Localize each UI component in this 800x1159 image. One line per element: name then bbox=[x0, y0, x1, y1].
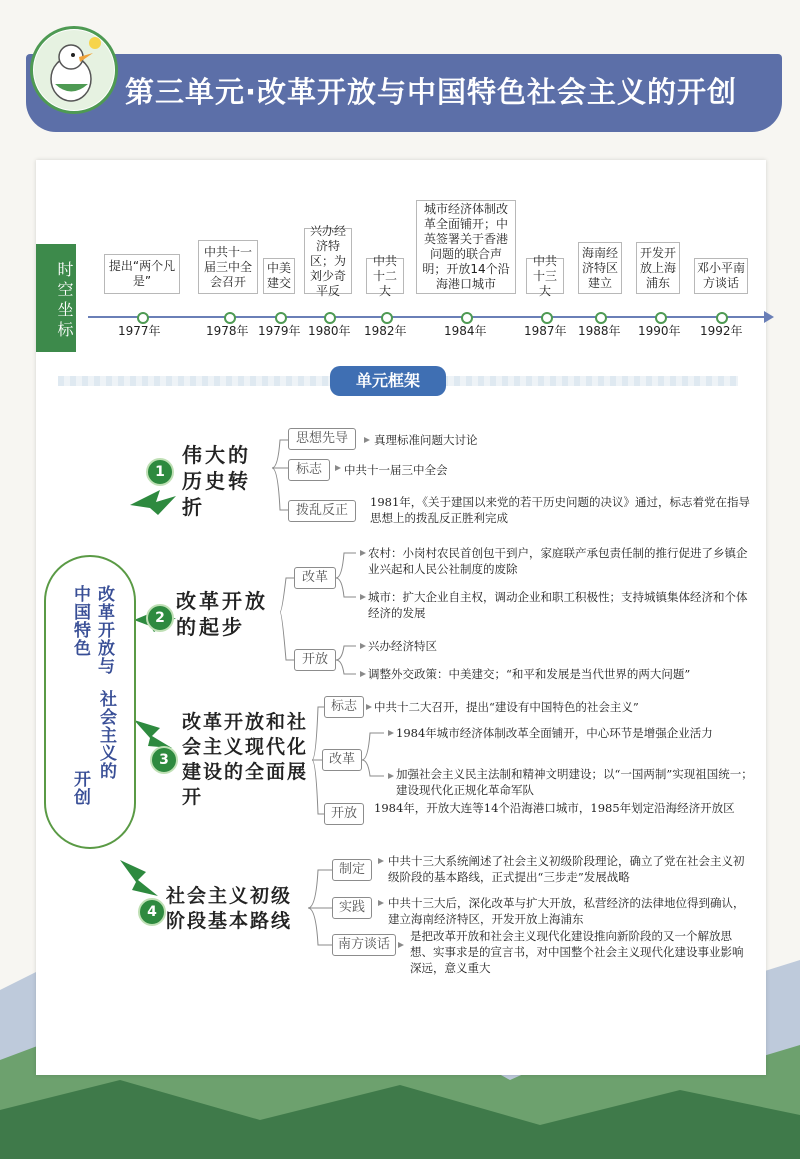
topic-number-badge: 1 bbox=[146, 458, 174, 486]
branch-text: 1984年城市经济体制改革全面铺开，中心环节是增强企业活力 bbox=[396, 726, 713, 740]
branch-text: 兴办经济特区 bbox=[368, 639, 437, 653]
topic-title: 社会主义初级阶段基本路线 bbox=[166, 885, 293, 932]
topic-title: 改革开放和社会主义现代化建设的全面展开 bbox=[182, 711, 309, 808]
branch-tag: 标志 bbox=[288, 459, 330, 481]
timeline-year: 1980年 bbox=[308, 324, 351, 338]
timeline-year: 1978年 bbox=[206, 324, 249, 338]
branch-tag: 拨乱反正 bbox=[288, 500, 356, 522]
branch-text: 中共十二大召开，提出“建设有中国特色的社会主义” bbox=[374, 700, 639, 714]
branch-tag: 开放 bbox=[294, 649, 336, 671]
branch-text: 城市：扩大企业自主权，调动企业和职工积极性；支持城镇集体经济和个体经济的发展 bbox=[368, 590, 748, 620]
timeline-event: 城市经济体制改革全面铺开；中英签署关于香港问题的联合声明；开放14个沿海港口城市 bbox=[416, 200, 516, 294]
timeline-event: 中共十一届三中全会召开 bbox=[198, 240, 258, 294]
timeline-event: 中共十三大 bbox=[526, 258, 564, 294]
branch-tag: 改革 bbox=[294, 567, 336, 589]
branch-tag: 实践 bbox=[332, 897, 372, 919]
topic-number-badge: 3 bbox=[150, 746, 178, 774]
timeline-year: 1990年 bbox=[638, 324, 681, 338]
timeline-event: 兴办经济特区；为刘少奇平反 bbox=[304, 228, 352, 294]
timeline-year: 1977年 bbox=[118, 324, 161, 338]
branch-text: 中共十三大后，深化改革与扩大开放，私营经济的法律地位得到确认，建立海南经济特区，开发开放上海浦东 bbox=[388, 896, 745, 926]
central-title-col: 社会主义的 bbox=[96, 690, 116, 780]
branch-text: 中共十一届三中全会 bbox=[344, 463, 448, 477]
branch-text: 调整外交政策：中美建交；“和平和发展是当代世界的两大问题” bbox=[368, 667, 691, 681]
unit-title: 第三单元·改革开放与中国特色社会主义的开创 bbox=[125, 75, 738, 109]
branch-tag: 开放 bbox=[324, 803, 364, 825]
timeline-event: 中美建交 bbox=[263, 258, 295, 294]
branch-tag: 改革 bbox=[322, 749, 362, 771]
timeline-year: 1984年 bbox=[444, 324, 487, 338]
timeline-year: 1982年 bbox=[364, 324, 407, 338]
topic-title: 改革开放的起步 bbox=[176, 589, 268, 639]
central-title-col: 开创 bbox=[70, 770, 90, 806]
timeline-event: 提出“两个凡是” bbox=[104, 254, 180, 294]
branch-tag: 制定 bbox=[332, 859, 372, 881]
topic-title: 伟大的历史转折 bbox=[182, 443, 251, 519]
timeline-event: 中共十二大 bbox=[366, 258, 404, 294]
timeline-year: 1987年 bbox=[524, 324, 567, 338]
branch-text: 中共十三大系统阐述了社会主义初级阶段理论，确立了党在社会主义初级阶段的基本路线，正式提出“三步走”发展战略 bbox=[388, 854, 745, 884]
branch-text: 加强社会主义民主法制和精神文明建设；以“一国两制”实现祖国统一；建设现代化正规化革命军队 bbox=[396, 767, 753, 797]
branch-text: 1981年，《关于建国以来党的若干历史问题的决议》通过，标志着党在指导思想上的拨乱反正胜利完成 bbox=[370, 495, 751, 525]
topic-number-badge: 2 bbox=[146, 604, 174, 632]
branch-text: 真理标准问题大讨论 bbox=[374, 433, 478, 447]
timeline-year: 1992年 bbox=[700, 324, 743, 338]
timeline-event: 海南经济特区建立 bbox=[578, 242, 622, 294]
branch-tag: 标志 bbox=[324, 696, 364, 718]
branch-text: 1984年，开放大连等14个沿海港口城市，1985年划定沿海经济开放区 bbox=[374, 801, 735, 815]
framework-title: 单元框架 bbox=[330, 366, 446, 396]
central-title-col: 中国特色 bbox=[70, 585, 90, 657]
timeline-year: 1988年 bbox=[578, 324, 621, 338]
central-title-col: 改革开放与 bbox=[94, 585, 114, 675]
topic-number-badge: 4 bbox=[138, 898, 166, 926]
branch-tag: 南方谈话 bbox=[332, 934, 396, 956]
branch-text: 农村：小岗村农民首创包干到户，家庭联产承包责任制的推行促进了乡镇企业兴起和人民公社制度的废除 bbox=[368, 546, 748, 576]
timeline-event: 开发开放上海浦东 bbox=[636, 242, 680, 294]
branch-tag: 思想先导 bbox=[288, 428, 356, 450]
side-tab-label: 时空坐标 bbox=[36, 244, 76, 352]
timeline-event: 邓小平南方谈话 bbox=[694, 258, 748, 294]
branch-text: 是把改革开放和社会主义现代化建设推向新阶段的又一个解放思想、实事求是的宣言书，对中国整个社会主义现代化建设事业影响深远，意义重大 bbox=[410, 929, 744, 975]
timeline-year: 1979年 bbox=[258, 324, 301, 338]
